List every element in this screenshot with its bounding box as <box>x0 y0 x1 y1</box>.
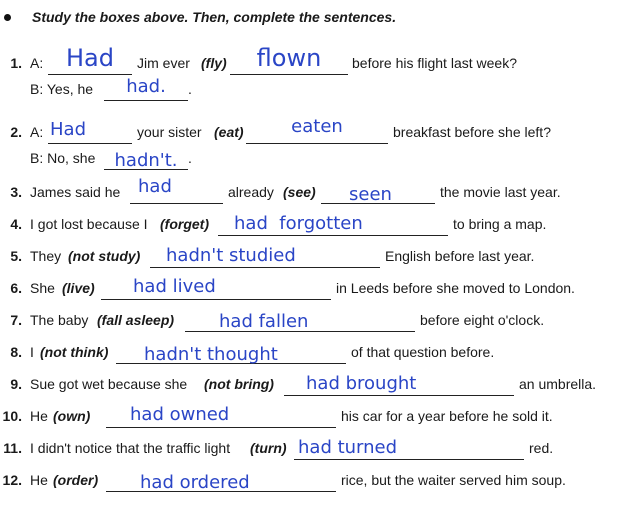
sentence-text: Jim ever <box>137 55 190 71</box>
item-number: 10. <box>2 408 22 424</box>
item-number: 7. <box>10 312 22 328</box>
verb-cue: (fly) <box>201 55 227 71</box>
sentence-text: He <box>30 408 48 424</box>
handwritten-answer: had owned <box>130 404 230 425</box>
sentence-text: He <box>30 472 48 488</box>
sentence-text: his car for a year before he sold it. <box>341 408 553 424</box>
sentence-text: your sister <box>137 124 202 140</box>
answer-blank[interactable] <box>294 436 524 460</box>
answer-blank[interactable] <box>185 308 415 332</box>
handwritten-answer: had forgotten <box>234 213 363 234</box>
period: . <box>188 150 192 166</box>
answer-blank[interactable] <box>230 44 348 75</box>
item-number: 6. <box>10 280 22 296</box>
handwritten-answer: had turned <box>298 437 398 458</box>
sentence-text: A: <box>30 124 44 140</box>
answer-blank[interactable] <box>284 372 514 396</box>
handwritten-answer: Had <box>66 44 114 72</box>
answer-blank[interactable] <box>321 180 435 204</box>
handwritten-answer: had fallen <box>219 311 309 332</box>
answer-blank[interactable] <box>104 77 188 101</box>
verb-cue: (forget) <box>160 216 209 232</box>
verb-cue: (order) <box>53 472 99 488</box>
answer-blank[interactable] <box>106 468 336 492</box>
item-number: 8. <box>10 344 22 360</box>
sentence-text: to bring a map. <box>453 216 547 232</box>
handwritten-answer: had <box>138 176 172 197</box>
sentence-text: The baby <box>30 312 89 328</box>
sentence-text: They <box>30 248 62 264</box>
verb-cue: (own) <box>53 408 91 424</box>
answer-blank[interactable] <box>48 44 132 75</box>
sentence-text: of that question before. <box>351 344 495 360</box>
handwritten-answer: hadn't studied <box>166 245 296 266</box>
item-number: 2. <box>10 124 22 140</box>
answer-blank[interactable] <box>48 120 132 144</box>
sentence-text: I didn't notice that the traffic light <box>30 440 231 456</box>
item-number: 4. <box>10 216 22 232</box>
handwritten-answer: had. <box>126 76 166 97</box>
sentence-text: an umbrella. <box>519 376 597 392</box>
sentence-text: in Leeds before she moved to London. <box>336 280 575 296</box>
item-number: 3. <box>10 184 22 200</box>
sentence-text: before his flight last week? <box>352 55 517 71</box>
handwritten-answer: had ordered <box>140 472 250 493</box>
sentence-text: before eight o'clock. <box>420 312 545 328</box>
sentence-text: breakfast before she left? <box>393 124 551 140</box>
sentence-text: I <box>30 344 34 360</box>
item-number: 1. <box>10 55 22 71</box>
handwritten-answer: hadn't thought <box>144 344 278 365</box>
verb-cue: (see) <box>283 184 316 200</box>
item-number: 11. <box>3 440 22 456</box>
verb-cue: (not think) <box>40 344 109 360</box>
answer-blank[interactable] <box>104 146 188 170</box>
answer-blank[interactable] <box>150 244 380 268</box>
sentence-text: English before last year. <box>385 248 535 264</box>
sentence-text: the movie last year. <box>440 184 561 200</box>
sentence-text: A: <box>30 55 44 71</box>
verb-cue: (eat) <box>214 124 244 140</box>
verb-cue: (not study) <box>68 248 141 264</box>
period: . <box>188 81 192 97</box>
verb-cue: (not bring) <box>204 376 274 392</box>
sentence-text: B: Yes, he <box>30 81 94 97</box>
item-number: 5. <box>10 248 22 264</box>
instruction-text: Study the boxes above. Then, complete the sentences. <box>32 9 397 25</box>
handwritten-answer: had lived <box>133 276 216 297</box>
sentence-text: rice, but the waiter served him soup. <box>341 472 566 488</box>
answer-blank[interactable] <box>106 404 336 428</box>
answer-blank[interactable] <box>101 276 331 300</box>
sentence-text: already <box>228 184 274 200</box>
sentence-text: Sue got wet because she <box>30 376 188 392</box>
item-number: 9. <box>10 376 22 392</box>
handwritten-answer: Had <box>50 119 86 140</box>
verb-cue: (turn) <box>250 440 287 456</box>
sentence-text: James said he <box>30 184 121 200</box>
sentence-text: B: No, she <box>30 150 96 166</box>
answer-blank[interactable] <box>246 116 388 144</box>
handwritten-answer: had brought <box>306 373 417 394</box>
answer-blank[interactable] <box>116 340 346 364</box>
handwritten-answer: flown <box>256 44 322 72</box>
sentence-text: I got lost because I <box>30 216 148 232</box>
handwritten-answer: hadn't. <box>114 150 178 171</box>
handwritten-answer: seen <box>349 184 392 205</box>
verb-cue: (live) <box>62 280 95 296</box>
bullet-icon <box>4 14 11 21</box>
item-number: 12. <box>2 472 22 488</box>
answer-blank[interactable] <box>130 176 223 204</box>
answer-blank[interactable] <box>218 212 448 236</box>
handwritten-answer: eaten <box>291 116 343 137</box>
verb-cue: (fall asleep) <box>97 312 175 328</box>
sentence-text: red. <box>529 440 554 456</box>
sentence-text: She <box>30 280 55 296</box>
